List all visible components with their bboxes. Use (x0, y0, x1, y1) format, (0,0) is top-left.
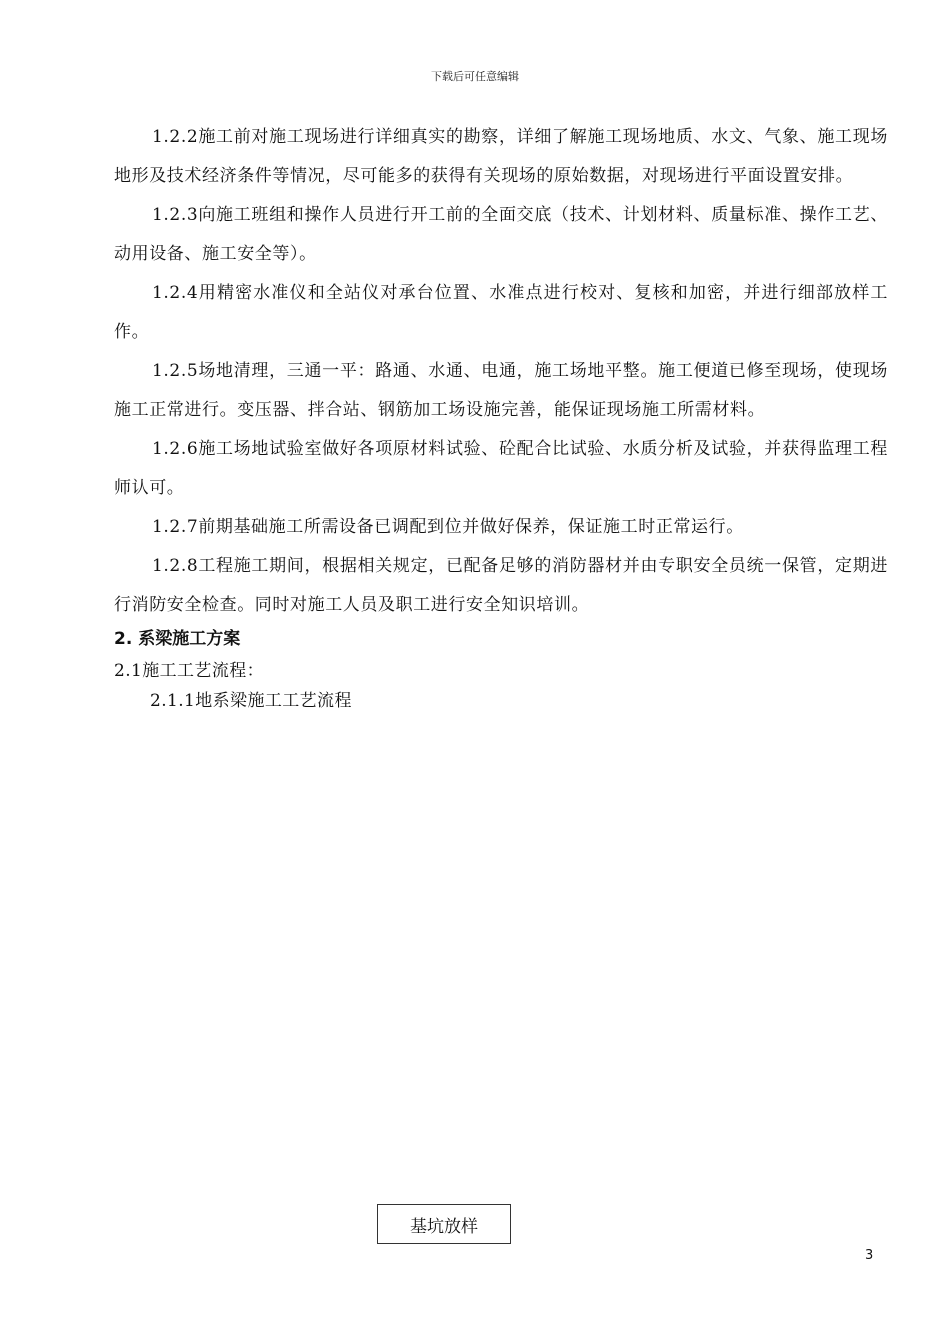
page-header: 下载后可任意编辑 (431, 70, 519, 83)
paragraph-1-2-7: 1.2.7前期基础施工所需设备已调配到位并做好保养，保证施工时正常运行。 (152, 517, 744, 537)
page-number: 3 (865, 1248, 874, 1263)
flowchart-step-label: 基坑放样 (410, 1216, 478, 1237)
paragraph-1-2-6: 1.2.6施工场地试验室做好各项原材料试验、砼配合比试验、水质分析及试验，并获得监理工程师认可。 (114, 439, 888, 498)
paragraph-1-2-5: 1.2.5场地清理，三通一平：路通、水通、电通，施工场地平整。施工便道已修至现场，使现场施工正常进行。变压器、拌合站、钢筋加工场设施完善，能保证现场施工所需材料。 (114, 361, 888, 420)
paragraph-1-2-2: 1.2.2施工前对施工现场进行详细真实的勘察，详细了解施工现场地质、水文、气象、施工现场地形及技术经济条件等情况，尽可能多的获得有关现场的原始数据，对现场进行平面设置安排。 (114, 127, 888, 186)
document-body (114, 118, 888, 716)
paragraph-1-2-4: 1.2.4用精密水准仪和全站仪对承台位置、水准点进行校对、复核和加密，并进行细部放样工作。 (114, 283, 888, 342)
paragraph-1-2-8: 1.2.8工程施工期间，根据相关规定，已配备足够的消防器材并由专职安全员统一保管，定期进行消防安全检查。同时对施工人员及职工进行安全知识培训。 (114, 556, 888, 615)
subsubsection-heading: 2.1.1地系梁施工工艺流程 (150, 691, 352, 711)
paragraph-1-2-3: 1.2.3向施工班组和操作人员进行开工前的全面交底（技术、计划材料、质量标准、操作工艺、动用设备、施工安全等）。 (114, 205, 888, 264)
subsection-heading: 2.1施工工艺流程： (114, 661, 265, 681)
flowchart-step-box (377, 1204, 511, 1244)
section-heading: 2. 系梁施工方案 (114, 629, 241, 649)
